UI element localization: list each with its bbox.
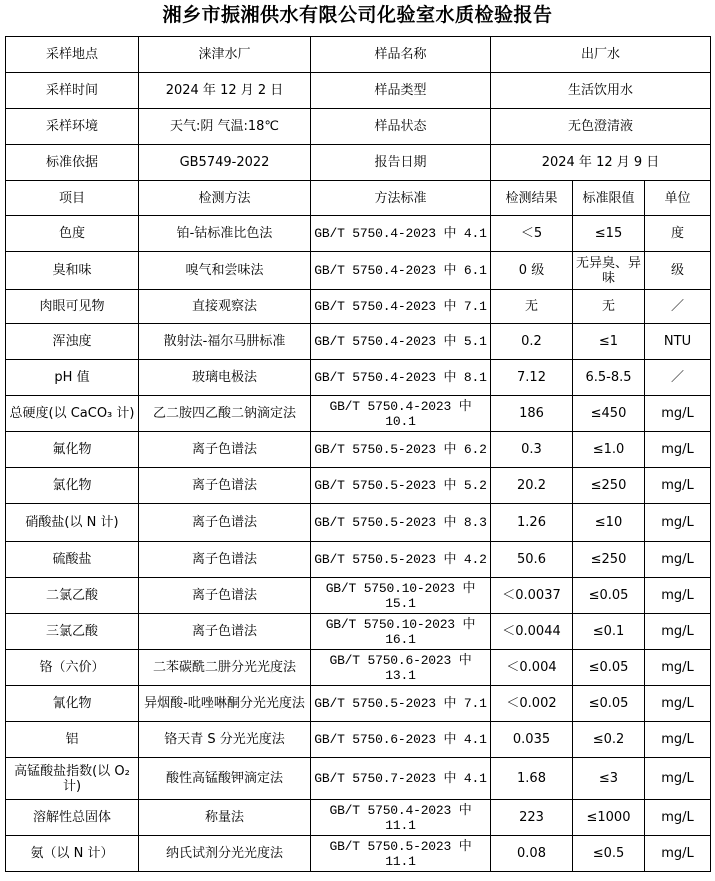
test-item: 硝酸盐(以 N 计) [6, 504, 139, 542]
test-method: 铬天青 S 分光光度法 [139, 722, 311, 758]
header-row [6, 181, 711, 216]
standard-limit: ≤250 [573, 542, 645, 578]
table-row [6, 578, 711, 614]
standard-limit: ≤0.1 [573, 614, 645, 650]
table-row [6, 504, 711, 542]
method-standard: GB/T 5750.4-2023 中 11.1 [311, 800, 491, 836]
standard-limit: ≤10 [573, 504, 645, 542]
table-row [6, 722, 711, 758]
test-result: ＜0.002 [491, 686, 573, 722]
table-row [6, 836, 711, 872]
test-method: 玻璃电极法 [139, 360, 311, 396]
unit: mg/L [645, 396, 711, 432]
test-item: 氨（以 N 计） [6, 836, 139, 872]
test-result: 20.2 [491, 468, 573, 504]
test-result: ＜0.0037 [491, 578, 573, 614]
sample-state-label: 样品状态 [311, 109, 491, 145]
unit: ／ [645, 360, 711, 396]
test-item: 臭和味 [6, 252, 139, 290]
sampling-place-value: 涞津水厂 [139, 37, 311, 73]
test-method: 散射法-福尔马肼标准 [139, 324, 311, 360]
test-method: 纳氏试剂分光光度法 [139, 836, 311, 872]
table-row [6, 650, 711, 686]
method-standard: GB/T 5750.6-2023 中 4.1 [311, 722, 491, 758]
table-row [6, 324, 711, 360]
report-date-value: 2024 年 12 月 9 日 [491, 145, 711, 181]
method-standard: GB/T 5750.5-2023 中 4.2 [311, 542, 491, 578]
header-result: 检测结果 [491, 181, 573, 216]
unit: mg/L [645, 578, 711, 614]
test-result: 50.6 [491, 542, 573, 578]
unit: mg/L [645, 800, 711, 836]
test-item: 肉眼可见物 [6, 290, 139, 324]
test-method: 离子色谱法 [139, 468, 311, 504]
test-item: 溶解性总固体 [6, 800, 139, 836]
unit: mg/L [645, 686, 711, 722]
method-standard: GB/T 5750.5-2023 中 11.1 [311, 836, 491, 872]
test-item: 氯化物 [6, 468, 139, 504]
test-item: 氰化物 [6, 686, 139, 722]
method-standard: GB/T 5750.10-2023 中 16.1 [311, 614, 491, 650]
table-row [6, 686, 711, 722]
test-result: ＜0.004 [491, 650, 573, 686]
method-standard: GB/T 5750.4-2023 中 10.1 [311, 396, 491, 432]
environment-value: 天气:阴 气温:18℃ [139, 109, 311, 145]
unit: NTU [645, 324, 711, 360]
test-method: 异烟酸-吡唑啉酮分光光度法 [139, 686, 311, 722]
test-method: 离子色谱法 [139, 504, 311, 542]
unit: 级 [645, 252, 711, 290]
sampling-time-label: 采样时间 [6, 73, 139, 109]
unit: mg/L [645, 836, 711, 872]
unit: mg/L [645, 650, 711, 686]
standard-limit: ≤450 [573, 396, 645, 432]
standard-limit: ≤3 [573, 758, 645, 800]
table-row [6, 614, 711, 650]
test-method: 铂-钴标准比色法 [139, 216, 311, 252]
standard-limit: 无异臭、异味 [573, 252, 645, 290]
header-limit: 标准限值 [573, 181, 645, 216]
table-row [6, 360, 711, 396]
unit: mg/L [645, 468, 711, 504]
test-result: 0.2 [491, 324, 573, 360]
unit: mg/L [645, 504, 711, 542]
test-result: 无 [491, 290, 573, 324]
test-result: ＜0.0044 [491, 614, 573, 650]
table-row [6, 758, 711, 800]
method-standard: GB/T 5750.4-2023 中 7.1 [311, 290, 491, 324]
test-item: 总硬度(以 CaCO₃ 计) [6, 396, 139, 432]
sampling-time-value: 2024 年 12 月 2 日 [139, 73, 311, 109]
test-method: 离子色谱法 [139, 542, 311, 578]
sample-name-label: 样品名称 [311, 37, 491, 73]
test-item: 色度 [6, 216, 139, 252]
unit: mg/L [645, 542, 711, 578]
table-row [6, 396, 711, 432]
test-method: 称量法 [139, 800, 311, 836]
method-standard: GB/T 5750.5-2023 中 7.1 [311, 686, 491, 722]
header-unit: 单位 [645, 181, 711, 216]
standard-limit: ≤0.05 [573, 650, 645, 686]
method-standard: GB/T 5750.5-2023 中 6.2 [311, 432, 491, 468]
method-standard: GB/T 5750.6-2023 中 13.1 [311, 650, 491, 686]
unit: mg/L [645, 614, 711, 650]
test-method: 直接观察法 [139, 290, 311, 324]
method-standard: GB/T 5750.10-2023 中 15.1 [311, 578, 491, 614]
test-method: 乙二胺四乙酸二钠滴定法 [139, 396, 311, 432]
test-result: 0 级 [491, 252, 573, 290]
table-row [6, 542, 711, 578]
test-method: 嗅气和尝味法 [139, 252, 311, 290]
test-result: 223 [491, 800, 573, 836]
unit: mg/L [645, 758, 711, 800]
unit: mg/L [645, 722, 711, 758]
report-title: 湘乡市振湘供水有限公司化验室水质检验报告 [162, 4, 553, 26]
standard-limit: ≤0.05 [573, 578, 645, 614]
sample-type-label: 样品类型 [311, 73, 491, 109]
standard-label: 标准依据 [6, 145, 139, 181]
test-result: ＜5 [491, 216, 573, 252]
table-row [6, 468, 711, 504]
test-result: 0.08 [491, 836, 573, 872]
test-method: 离子色谱法 [139, 614, 311, 650]
unit: mg/L [645, 432, 711, 468]
standard-limit: 无 [573, 290, 645, 324]
test-item: 浑浊度 [6, 324, 139, 360]
test-result: 1.68 [491, 758, 573, 800]
table-row [6, 216, 711, 252]
table-row [6, 432, 711, 468]
test-item: pH 值 [6, 360, 139, 396]
header-method-standard: 方法标准 [311, 181, 491, 216]
report-table [5, 36, 711, 872]
standard-limit: ≤250 [573, 468, 645, 504]
report-date-label: 报告日期 [311, 145, 491, 181]
test-item: 三氯乙酸 [6, 614, 139, 650]
sample-state-value: 无色澄清液 [491, 109, 711, 145]
unit: 度 [645, 216, 711, 252]
standard-limit: ≤1.0 [573, 432, 645, 468]
test-result: 0.3 [491, 432, 573, 468]
info-row [6, 37, 711, 73]
sample-type-value: 生活饮用水 [491, 73, 711, 109]
method-standard: GB/T 5750.5-2023 中 5.2 [311, 468, 491, 504]
method-standard: GB/T 5750.7-2023 中 4.1 [311, 758, 491, 800]
test-result: 186 [491, 396, 573, 432]
test-method: 离子色谱法 [139, 432, 311, 468]
environment-label: 采样环境 [6, 109, 139, 145]
standard-limit: ≤1000 [573, 800, 645, 836]
test-item: 铝 [6, 722, 139, 758]
test-item: 铬（六价） [6, 650, 139, 686]
info-row [6, 73, 711, 109]
method-standard: GB/T 5750.4-2023 中 6.1 [311, 252, 491, 290]
standard-value: GB5749-2022 [139, 145, 311, 181]
standard-limit: ≤0.5 [573, 836, 645, 872]
test-item: 氟化物 [6, 432, 139, 468]
info-row [6, 109, 711, 145]
method-standard: GB/T 5750.4-2023 中 8.1 [311, 360, 491, 396]
test-item: 二氯乙酸 [6, 578, 139, 614]
sample-name-value: 出厂水 [491, 37, 711, 73]
test-result: 7.12 [491, 360, 573, 396]
info-row [6, 145, 711, 181]
table-row [6, 800, 711, 836]
sampling-place-label: 采样地点 [6, 37, 139, 73]
header-method: 检测方法 [139, 181, 311, 216]
standard-limit: ≤0.05 [573, 686, 645, 722]
table-row [6, 290, 711, 324]
test-method: 酸性高锰酸钾滴定法 [139, 758, 311, 800]
test-result: 1.26 [491, 504, 573, 542]
unit: ／ [645, 290, 711, 324]
method-standard: GB/T 5750.5-2023 中 8.3 [311, 504, 491, 542]
method-standard: GB/T 5750.4-2023 中 4.1 [311, 216, 491, 252]
header-item: 项目 [6, 181, 139, 216]
standard-limit: ≤1 [573, 324, 645, 360]
test-item: 硫酸盐 [6, 542, 139, 578]
test-item: 高锰酸盐指数(以 O₂计) [6, 758, 139, 800]
test-method: 离子色谱法 [139, 578, 311, 614]
table-row [6, 252, 711, 290]
standard-limit: ≤15 [573, 216, 645, 252]
test-method: 二苯碳酰二肼分光光度法 [139, 650, 311, 686]
standard-limit: 6.5-8.5 [573, 360, 645, 396]
test-result: 0.035 [491, 722, 573, 758]
method-standard: GB/T 5750.4-2023 中 5.1 [311, 324, 491, 360]
standard-limit: ≤0.2 [573, 722, 645, 758]
